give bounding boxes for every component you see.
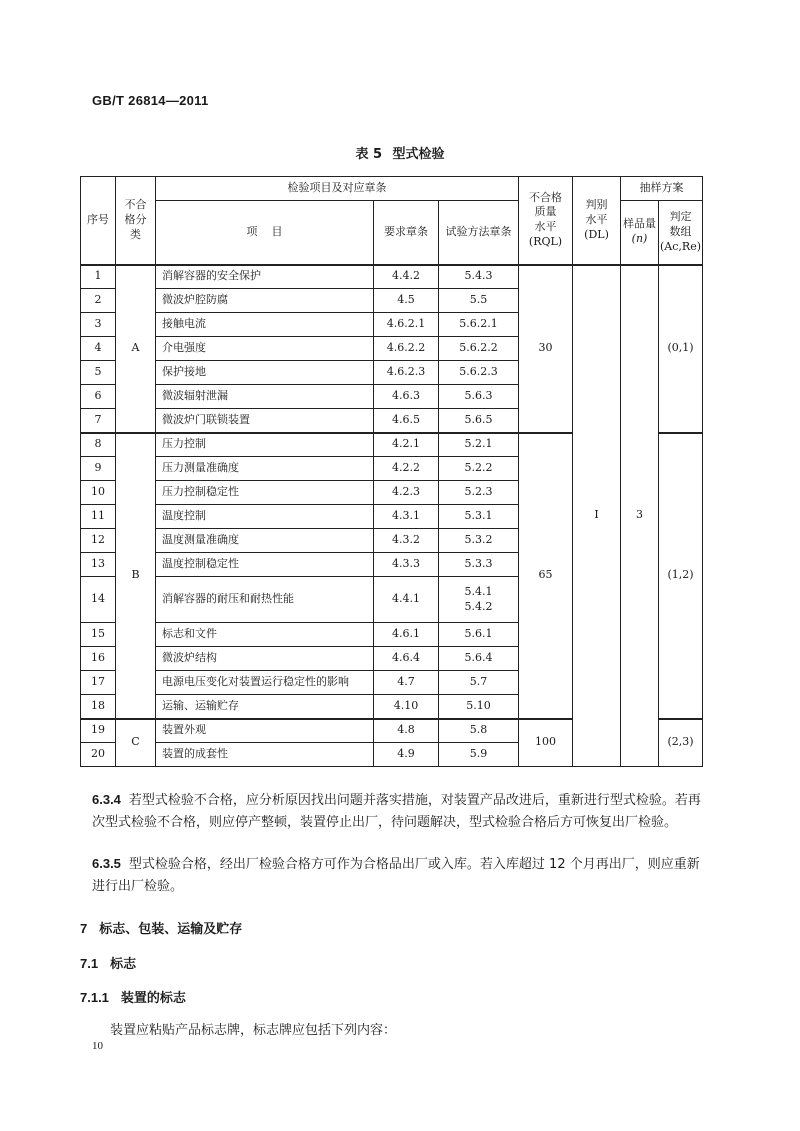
cell-req: 4.3.1 bbox=[374, 505, 439, 529]
cell-req: 4.8 bbox=[374, 719, 439, 743]
cell-req: 4.2.3 bbox=[374, 481, 439, 505]
section-7-1-heading: 7.1 标志 bbox=[80, 956, 137, 972]
cell-seq: 7 bbox=[81, 409, 116, 433]
cell-item: 接触电流 bbox=[156, 313, 374, 337]
cell-seq: 18 bbox=[81, 695, 116, 719]
cell-item: 微波炉结构 bbox=[156, 647, 374, 671]
header-seq: 序号 bbox=[81, 177, 116, 265]
cell-seq: 2 bbox=[81, 289, 116, 313]
header-decision: 判定 数组 (Ac,Re) bbox=[659, 201, 703, 265]
cell-req: 4.4.2 bbox=[374, 265, 439, 289]
cell-category-a: A bbox=[116, 265, 156, 433]
section-7-heading: 7 标志、包装、运输及贮存 bbox=[80, 921, 243, 937]
paragraph-6-3-4 bbox=[92, 789, 710, 834]
cell-seq: 12 bbox=[81, 529, 116, 553]
header-sampling: 抽样方案 bbox=[621, 177, 703, 201]
cell-seq: 11 bbox=[81, 505, 116, 529]
cell-seq: 3 bbox=[81, 313, 116, 337]
cell-seq: 15 bbox=[81, 623, 116, 647]
cell-test: 5.2.2 bbox=[439, 457, 519, 481]
cell-item: 装置外观 bbox=[156, 719, 374, 743]
cell-category-b: B bbox=[116, 433, 156, 719]
header-rql: 不合格 质量 水平 (RQL) bbox=[519, 177, 573, 265]
cell-test: 5.3.3 bbox=[439, 553, 519, 577]
cell-test: 5.8 bbox=[439, 719, 519, 743]
cell-decision-a: (0,1) bbox=[659, 265, 703, 433]
cell-seq: 19 bbox=[81, 719, 116, 743]
cell-test: 5.7 bbox=[439, 671, 519, 695]
cell-category-c: C bbox=[116, 719, 156, 767]
cell-req: 4.6.4 bbox=[374, 647, 439, 671]
header-sample-size: 样品量 (n) bbox=[621, 201, 659, 265]
cell-req: 4.9 bbox=[374, 743, 439, 767]
header-items-group: 检验项目及对应章条 bbox=[156, 177, 519, 201]
cell-decision-b: (1,2) bbox=[659, 433, 703, 719]
header-category: 不合 格分 类 bbox=[116, 177, 156, 265]
cell-seq: 8 bbox=[81, 433, 116, 457]
cell-req: 4.5 bbox=[374, 289, 439, 313]
cell-req: 4.6.3 bbox=[374, 385, 439, 409]
cell-seq: 4 bbox=[81, 337, 116, 361]
type-inspection-table bbox=[80, 176, 703, 767]
cell-test: 5.5 bbox=[439, 289, 519, 313]
cell-seq: 1 bbox=[81, 265, 116, 289]
cell-test: 5.6.2.1 bbox=[439, 313, 519, 337]
cell-test: 5.2.1 bbox=[439, 433, 519, 457]
table-row bbox=[81, 265, 703, 289]
cell-item: 消解容器的安全保护 bbox=[156, 265, 374, 289]
cell-item: 介电强度 bbox=[156, 337, 374, 361]
header-dl: 判别 水平 (DL) bbox=[573, 177, 621, 265]
cell-item: 压力控制稳定性 bbox=[156, 481, 374, 505]
cell-test: 5.3.2 bbox=[439, 529, 519, 553]
cell-item: 标志和文件 bbox=[156, 623, 374, 647]
cell-seq: 9 bbox=[81, 457, 116, 481]
cell-item: 消解容器的耐压和耐热性能 bbox=[156, 577, 374, 623]
table-caption-number: 表 5 bbox=[355, 147, 383, 162]
cell-item: 运输、运输贮存 bbox=[156, 695, 374, 719]
page-number: 10 bbox=[92, 1040, 103, 1052]
cell-seq: 16 bbox=[81, 647, 116, 671]
cell-item: 温度控制 bbox=[156, 505, 374, 529]
cell-seq: 20 bbox=[81, 743, 116, 767]
cell-req: 4.2.2 bbox=[374, 457, 439, 481]
cell-item: 电源电压变化对装置运行稳定性的影响 bbox=[156, 671, 374, 695]
cell-test: 5.6.3 bbox=[439, 385, 519, 409]
table-caption-title: 型式检验 bbox=[392, 147, 445, 162]
cell-test: 5.3.1 bbox=[439, 505, 519, 529]
cell-item: 温度测量准确度 bbox=[156, 529, 374, 553]
cell-req: 4.6.1 bbox=[374, 623, 439, 647]
table-caption bbox=[0, 143, 800, 162]
standard-number: GB/T 26814—2011 bbox=[92, 93, 209, 108]
cell-req: 4.2.1 bbox=[374, 433, 439, 457]
cell-seq: 5 bbox=[81, 361, 116, 385]
cell-item: 装置的成套性 bbox=[156, 743, 374, 767]
cell-seq: 13 bbox=[81, 553, 116, 577]
cell-seq: 17 bbox=[81, 671, 116, 695]
cell-test: 5.2.3 bbox=[439, 481, 519, 505]
clause-number: 6.3.4 bbox=[92, 792, 121, 807]
cell-req: 4.3.2 bbox=[374, 529, 439, 553]
cell-test: 5.6.4 bbox=[439, 647, 519, 671]
cell-seq: 10 bbox=[81, 481, 116, 505]
cell-item: 微波炉门联锁装置 bbox=[156, 409, 374, 433]
cell-item: 微波炉腔防腐 bbox=[156, 289, 374, 313]
cell-test: 5.4.1 5.4.2 bbox=[439, 577, 519, 623]
cell-req: 4.6.2.3 bbox=[374, 361, 439, 385]
cell-seq: 6 bbox=[81, 385, 116, 409]
cell-rql-b: 65 bbox=[519, 433, 573, 719]
cell-req: 4.6.2.2 bbox=[374, 337, 439, 361]
cell-item: 保护接地 bbox=[156, 361, 374, 385]
cell-test: 5.6.5 bbox=[439, 409, 519, 433]
cell-req: 4.3.3 bbox=[374, 553, 439, 577]
header-test-clause: 试验方法章条 bbox=[439, 201, 519, 265]
cell-decision-c: (2,3) bbox=[659, 719, 703, 767]
cell-test: 5.9 bbox=[439, 743, 519, 767]
cell-item: 微波辐射泄漏 bbox=[156, 385, 374, 409]
cell-seq: 14 bbox=[81, 577, 116, 623]
clause-number: 6.3.5 bbox=[92, 856, 121, 871]
cell-test: 5.6.1 bbox=[439, 623, 519, 647]
cell-rql-c: 100 bbox=[519, 719, 573, 767]
body-text: 装置应粘贴产品标志牌，标志牌应包括下列内容： bbox=[110, 1023, 397, 1038]
cell-req: 4.6.5 bbox=[374, 409, 439, 433]
cell-test: 5.4.3 bbox=[439, 265, 519, 289]
paragraph-6-3-5 bbox=[92, 853, 710, 898]
cell-sample-size: 3 bbox=[621, 265, 659, 767]
clause-text: 型式检验合格，经出厂检验合格方可作为合格品出厂或入库。若入库超过 12 个月再出厂，则应重新进行出厂检验。 bbox=[92, 857, 700, 894]
cell-item: 压力测量准确度 bbox=[156, 457, 374, 481]
cell-req: 4.7 bbox=[374, 671, 439, 695]
cell-rql-a: 30 bbox=[519, 265, 573, 433]
cell-item: 压力控制 bbox=[156, 433, 374, 457]
cell-req: 4.4.1 bbox=[374, 577, 439, 623]
cell-test: 5.10 bbox=[439, 695, 519, 719]
cell-test: 5.6.2.2 bbox=[439, 337, 519, 361]
cell-dl: Ⅰ bbox=[573, 265, 621, 767]
cell-item: 温度控制稳定性 bbox=[156, 553, 374, 577]
cell-test: 5.6.2.3 bbox=[439, 361, 519, 385]
clause-text: 若型式检验不合格，应分析原因找出问题并落实措施，对装置产品改进后，重新进行型式检验。若再次型式检验不合格，则应停产整顿，装置停止出厂，待问题解决，型式检验合格后方可恢复出厂检验。 bbox=[92, 793, 701, 830]
header-item: 项 目 bbox=[156, 201, 374, 265]
header-req-clause: 要求章条 bbox=[374, 201, 439, 265]
cell-req: 4.6.2.1 bbox=[374, 313, 439, 337]
cell-req: 4.10 bbox=[374, 695, 439, 719]
section-7-1-1-heading: 7.1.1 装置的标志 bbox=[80, 990, 186, 1006]
